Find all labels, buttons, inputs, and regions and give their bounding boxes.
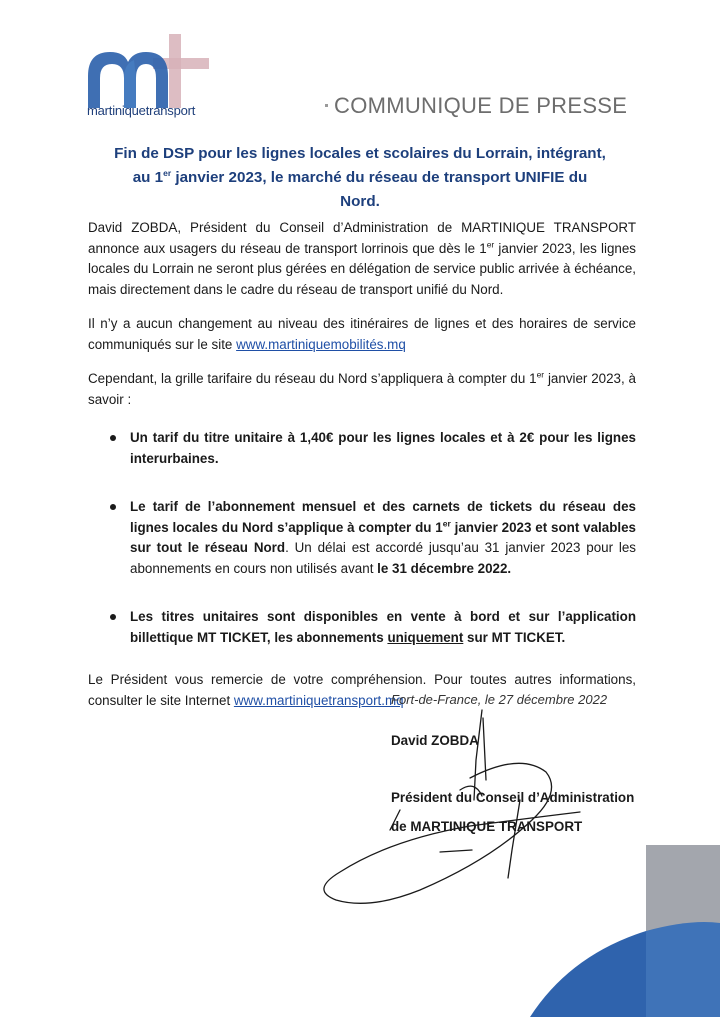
title-dot	[325, 104, 328, 107]
headline-line-2: au 1er janvier 2023, le marché du réseau de transport UNIFIE du	[132, 167, 588, 186]
bullet-subscription: Le tarif de l’abonnement mensuel et des carnets de tickets du réseau des lignes locales du Nord s’applique à compter du 1er janvier 2023 et sont valables sur tout le réseau Nord. Un délai est accordé jusqu’au 31 janvier 2023 pour les abonnements en cours non utilisés avant le 31 décembre 2022.	[88, 497, 636, 579]
paragraph-closing: Le Président vous remercie de votre compréhension. Pour toutes autres informations, consulter le site Internet www.martiniquetransport.mq	[88, 672, 636, 708]
paragraph-no-change: Il n’y a aucun changement au niveau des itinéraires de lignes et des horaires de service communiqués sur le site www.martiniquemobilités.mq	[88, 316, 636, 352]
bullet-availability: Les titres unitaires sont disponibles en vente à bord et sur l’application billettique MT TICKET, les abonnements uniquement sur MT TICKET.	[88, 607, 636, 648]
tariff-bullet-list	[88, 428, 636, 648]
headline-line-3: Nord.	[340, 193, 380, 210]
body-text	[88, 218, 636, 725]
headline	[110, 142, 610, 214]
signatory-role-line-2: de MARTINIQUE TRANSPORT	[391, 819, 583, 834]
press-release-title: COMMUNIQUE DE PRESSE	[334, 93, 628, 118]
place-date: Fort-de-France, le 27 décembre 2022	[391, 692, 608, 707]
paragraph-tariff: Cependant, la grille tarifaire du réseau du Nord s’appliquera à compter du 1er janvier 2023, à savoir :	[88, 369, 636, 407]
bullet-dot	[110, 614, 116, 620]
signatory-name: David ZOBDA	[391, 733, 479, 748]
mobilites-link[interactable]: www.martiniquemobilités.mq	[236, 336, 406, 352]
decorative-corner-graphic	[500, 845, 720, 1017]
bullet-dot	[110, 504, 116, 510]
transport-link[interactable]: www.martiniquetransport.mq	[233, 692, 404, 708]
bullet-unit-tariff: Un tarif du titre unitaire à 1,40€ pour les lignes locales et à 2€ pour les lignes interurbaines.	[88, 428, 636, 469]
bullet-dot	[110, 435, 116, 441]
headline-line-1: Fin de DSP pour les lignes locales et scolaires du Lorrain, intégrant,	[114, 145, 606, 162]
paragraph-announcement: David ZOBDA, Président du Conseil d’Administration de MARTINIQUE TRANSPORT annonce aux usagers du réseau de transport lorrinois que dès le 1er janvier 2023, les lignes locales du Lorrain ne seront plus gérées en délégation de service public arrivée à échéance, mais directement dans le cadre du réseau de transport unifié du Nord.	[88, 220, 636, 297]
signatory-role-line-1: Président du Conseil d’Administration	[391, 790, 635, 805]
logo-wordmark: martiniquetransport	[87, 103, 196, 118]
